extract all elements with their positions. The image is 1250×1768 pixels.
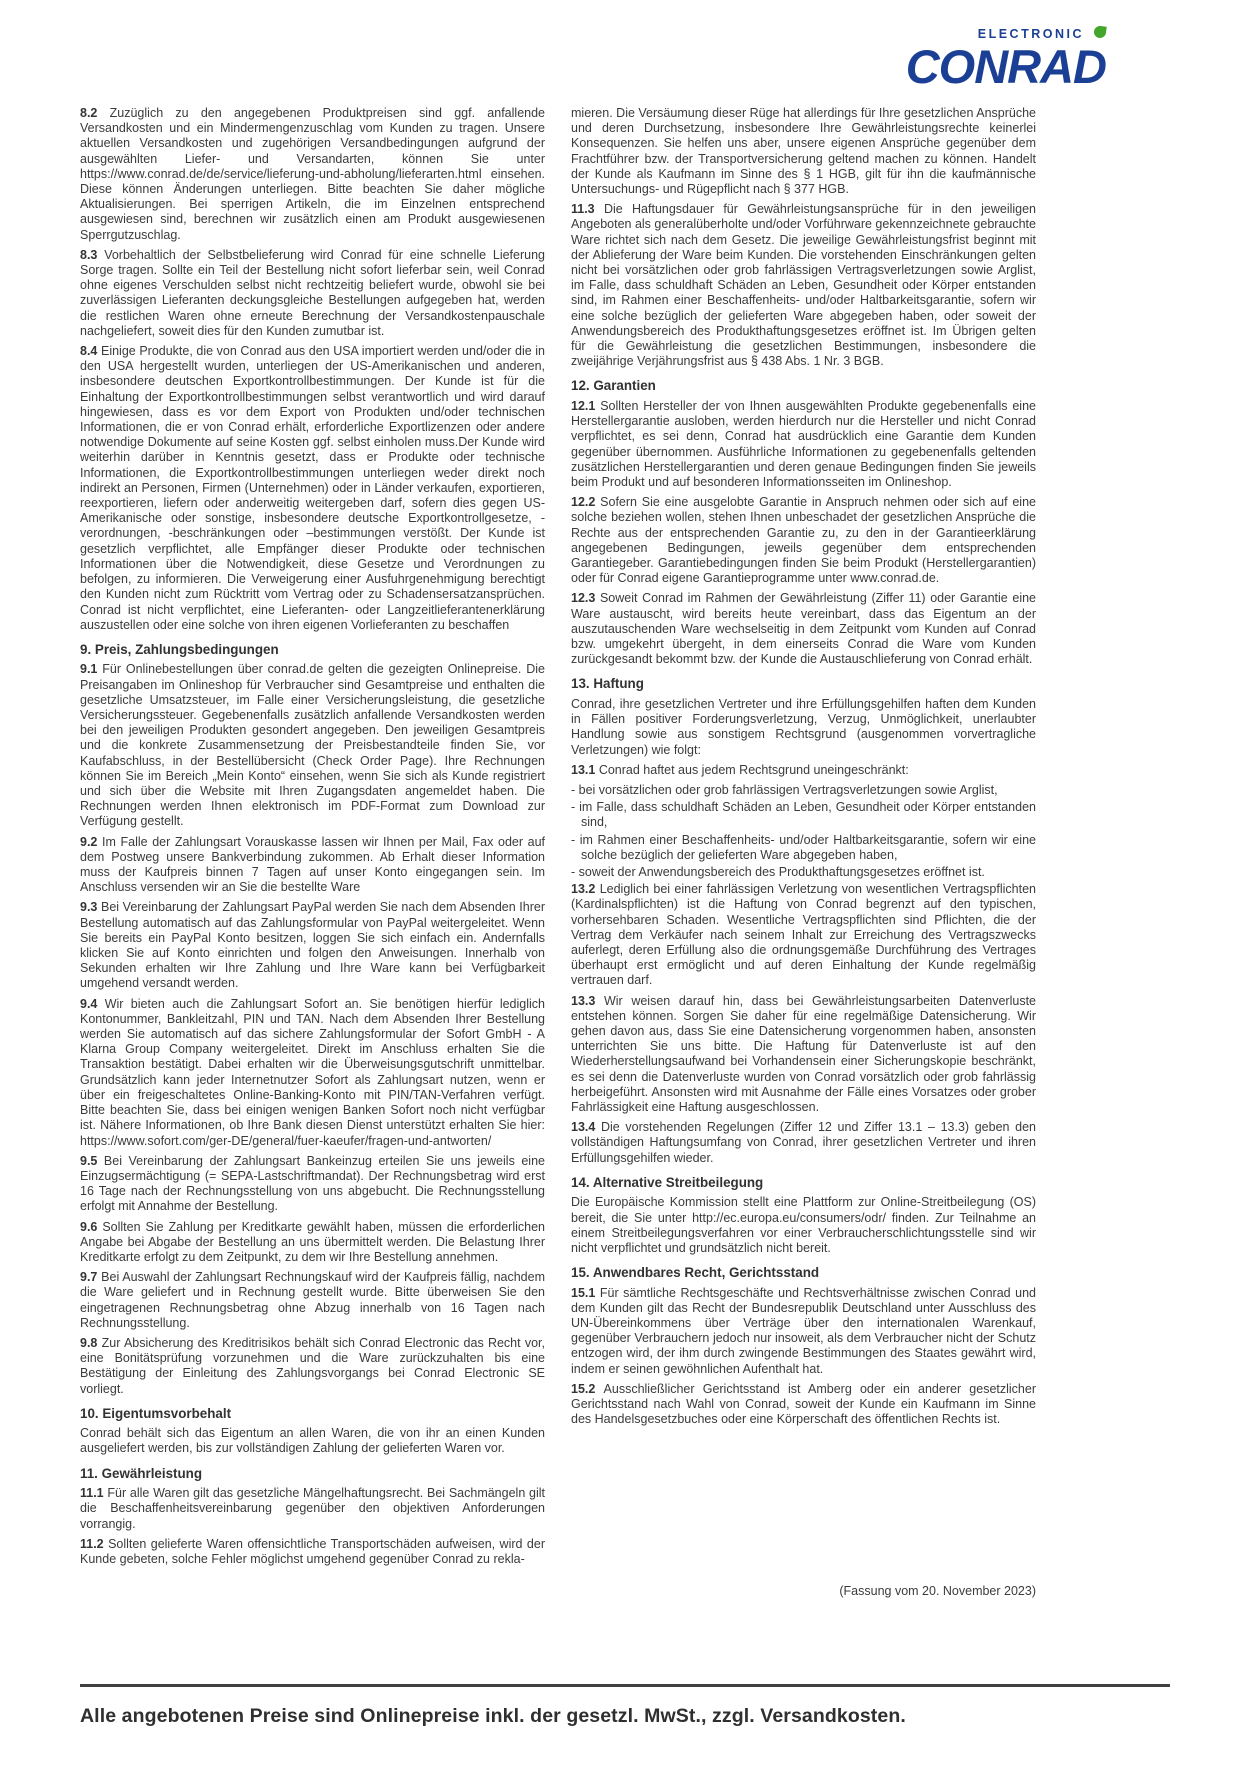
page-header	[80, 0, 1170, 106]
clause-paragraph: 13.2 Lediglich bei einer fahrlässigen Verletzung von wesentlichen Vertragspflichten (Kardinalspflichten) ist die Haftung von Conrad begrenzt auf den typischen, vorhersehbaren Schaden. Wesentliche Vertragspflichten sind Pflichten, die der Vertrag dem Verkäufer nach seinem Inhalt zur Erreichung des Vertragszwecks auferlegt, deren Erfüllung also die ordnungsgemäße Durchführung des Vertrages überhaupt erst ermöglicht und auf deren Einhaltung der Kunde regelmäßig vertrauen darf.	[571, 882, 1036, 988]
clause-paragraph: 11.1 Für alle Waren gilt das gesetzliche Mängelhaftungsrecht. Bei Sachmängeln gilt die Beschaffenheitsvereinbarung gegenüber den objektiven Anforderungen vorrangig.	[80, 1486, 545, 1531]
clause-paragraph: 15.1 Für sämtliche Rechtsgeschäfte und Rechtsverhältnisse zwischen Conrad und dem Kunden gilt das Recht der Bundesrepublik Deutschland unter Ausschluss des UN-Übereinkommens über Verträge über den internationalen Warenkauf, gegenüber Verbrauchern jedoch nur insoweit, als dem Verbraucher nicht der Schutz entzogen wird, der ihm durch zwingende Bestimmungen des Staates gewährt wird, indem er seinen gewöhnlichen Aufenthalt hat.	[571, 1285, 1036, 1376]
clause-paragraph: 8.3 Vorbehaltlich der Selbstbelieferung wird Conrad für eine schnelle Lieferung Sorge tragen. Sollte ein Teil der Bestellung nicht sofort lieferbar sein, weil Conrad ohne eigenes Verschulden selbst nicht rechtzeitig beliefert wurde, obwohl sie bei zuverlässigen Lieferanten deckungsgleiche Bestellungen aufgegeben hat, werden die restlichen Waren ohne erneute Berechnung der Versandkostenpauschale nachgeliefert, soweit dies für den Kunden zumutbar ist.	[80, 247, 545, 338]
clause-paragraph: 9.8 Zur Absicherung des Kreditrisikos behält sich Conrad Electronic das Recht vor, eine Bonitätsprüfung vorzunehmen und die Ware zurückzuhalten bis eine Bestätigung der Einleitung des Zahlungsvorgangs bei Conrad Electronic SE vorliegt.	[80, 1335, 545, 1396]
clause-number: 12.3	[571, 591, 596, 606]
section-heading: 12. Garantien	[571, 378, 656, 394]
clause-paragraph: 9.6 Sollten Sie Zahlung per Kreditkarte gewählt haben, müssen die erforderlichen Angabe bei Abgabe der Bestellung an uns übermittelt werden. Die Belastung Ihrer Kreditkarte erfolgt zu dem Zeitpunkt, zu dem wir Ihre Bestellung annehmen.	[80, 1219, 545, 1264]
clause-number: 9.2	[80, 834, 98, 849]
clause-paragraph: 12.1 Sollten Hersteller der von Ihnen ausgewählten Produkte gegebenenfalls eine Herstellergarantie ausloben, werden hierdurch nur die Hersteller und nicht Conrad verpflichtet, es sei denn, Conrad hat ausdrücklich eine Garantie dem Kunden gegenüber übernommen. Ausführliche Informationen zu gegebenenfalls geltenden zusätzlichen Herstellergarantien und deren genaue Bedingungen finden Sie jeweils beim Produkt und auf besonderen Informationsseiten im Onlineshop.	[571, 398, 1036, 489]
section-heading: 11. Gewährleistung	[80, 1465, 203, 1481]
clause-number: 9.4	[80, 996, 98, 1011]
clause-paragraph: 13.4 Die vorstehenden Regelungen (Ziffer 12 und Ziffer 13.1 – 13.3) geben den vollständigen Haftungsumfang von Conrad, ihrer gesetzlichen Vertreter und ihren Erfüllungsgehilfen wieder.	[571, 1120, 1036, 1165]
column-right	[571, 106, 1036, 1572]
clause-paragraph: 9.3 Bei Vereinbarung der Zahlungsart PayPal werden Sie nach dem Absenden Ihrer Bestellung automatisch auf das Zahlungsformular von PayPal weitergeleitet. Wenn Sie bereits ein PayPal Konto besitzen, loggen Sie sich einfach ein. Andernfalls klicken Sie auf Konto einrichten und folgen den Anweisungen. Innerhalb von Sekunden erhalten wir Ihre Zahlung und Ihre Ware kann bei Verfügbarkeit umgehend versandt werden.	[80, 900, 545, 991]
clause-number: 9.7	[80, 1270, 98, 1285]
clause-paragraph: 8.2 Zuzüglich zu den angegebenen Produktpreisen sind ggf. anfallende Versandkosten und ein Mindermengenzuschlag vom Kunden zu tragen. Unsere aktuellen Versandkosten und zugehörigen Versandbedingungen aufgrund der ausgewählten Liefer- und Versandarten, können Sie unter https://www.conrad.de/de/service/lieferung-und-abholung/lieferarten.html einsehen. Diese können Änderungen unterliegen. Bitte beachten Sie daher mögliche Aktualisierungen. Bei sperrigen Artikeln, die im Einzelnen entsprechend ausgewiesen sind, berechnen wir zusätzlich einen am Produkt ausgewiesenen Sperrgutzuschlag.	[80, 106, 545, 242]
terms-columns	[80, 106, 1036, 1572]
clause-number: 11.1	[80, 1486, 104, 1501]
conrad-logo	[906, 26, 1106, 106]
section-heading: 14. Alternative Streitbeilegung	[571, 1174, 764, 1190]
clause-number: 8.2	[80, 106, 98, 120]
clause-paragraph: 9.7 Bei Auswahl der Zahlungsart Rechnungskauf wird der Kaufpreis fällig, nachdem die Ware geliefert und in Rechnung gestellt wurde. Bitte überweisen Sie den eingetragenen Rechnungsbetrag ohne Abzug innerhalb von 16 Tagen nach Rechnungsstellung.	[80, 1270, 545, 1330]
footer-block	[80, 1684, 1170, 1728]
footer-price-note: Alle angebotenen Preise sind Onlinepreise inkl. der gesetzl. MwSt., zzgl. Versandkosten.	[80, 1705, 906, 1727]
leaf-icon	[1093, 25, 1107, 39]
clause-paragraph: 12.2 Sofern Sie eine ausgelobte Garantie in Anspruch nehmen oder sich auf eine solche beziehen wollen, stehen Ihnen unbeschadet der gesetzlichen Ansprüche die Rechte aus der entsprechenden Garantie zu, zu den in der Garantieerklärung angegebenen Bedingungen, jeweils gegenüber dem entsprechenden Garantiegeber. Garantiebedingungen finden Sie beim Produkt (Herstellergarantien) oder für Conrad eigene Garantieprogramme unter www.conrad.de.	[571, 495, 1036, 586]
list-dash-item: - soweit der Anwendungsbereich des Produkthaftungsgesetzes eröffnet ist.	[571, 864, 985, 879]
section-heading: 13. Haftung	[571, 676, 644, 692]
clause-paragraph: 9.1 Für Onlinebestellungen über conrad.de gelten die gezeigten Onlinepreise. Die Preisangaben im Onlineshop für Verbraucher sind Gesamtpreise und enthalten die gesetzliche Umsatzsteuer, im Falle einer Versicherungsleistung, die gesetzliche Versicherungssteuer. Gegebenenfalls zusätzlich anfallende Versandkosten werden bei den jeweiligen Produkten gesondert angegeben. Den jeweiligen Gesamtpreis und die konkrete Zusammensetzung der Preisbestandteile finden Sie, vor Kaufabschluss, in der Bestellübersicht (Check Order Page). Ihre Rechnungen können Sie im Bereich „Mein Konto“ einsehen, wenn Sie sich als Kunde registriert und sich über die Website mit Ihren Zugangsdaten angemeldet haben. Die Rechnungen werden Ihnen elektronisch im PDF-Format zum Download zur Verfügung gestellt.	[80, 662, 545, 829]
clause-number: 9.5	[80, 1153, 98, 1168]
clause-number: 9.1	[80, 662, 98, 677]
clause-number: 9.8	[80, 1335, 98, 1350]
clause-paragraph: 9.4 Wir bieten auch die Zahlungsart Sofort an. Sie benötigen hierfür lediglich Kontonummer, Bankleitzahl, PIN und TAN. Nach dem Absenden Ihrer Bestellung werden Sie automatisch auf das sichere Zahlungsformular der Sofort GmbH - A Klarna Group Company weitergeleitet. Direkt im Anschluss erhalten Sie die Transaktion bestätigt. Dabei erhalten wir die Überweisungsgutschrift unmittelbar. Grundsätzlich kann jeder Internetnutzer Sofort als Zahlungsart nutzen, wenn er über ein freigeschaltetes Online-Banking-Konto mit PIN/TAN-Verfahren verfügt. Bitte beachten Sie, dass bei einigen wenigen Banken Sofort noch nicht verfügbar ist. Nähere Informationen, ob Ihre Bank diesen Dienst unterstützt erhalten Sie hier: https://www.sofort.com/ger-DE/general/fuer-kaeufer/fragen-und-antworten/	[80, 996, 545, 1148]
body-paragraph: Conrad behält sich das Eigentum an allen Waren, die von ihr an einen Kunden ausgeliefert werden, bis zur vollständigen Zahlung der gelieferten Waren vor.	[80, 1426, 545, 1456]
logo-wordmark: CONRAD	[905, 40, 1106, 93]
clause-paragraph: 13.3 Wir weisen darauf hin, dass bei Gewährleistungsarbeiten Datenverluste entstehen können. Sorgen Sie daher für eine regelmäßige Datensicherung. Wir gehen davon aus, dass Sie eine Datensicherung vorgenommen haben, ansonsten unterrichten Sie uns bitte. Die Haftung für Datenverluste ist auf den Wiederherstellungsaufwand bei Vorhandensein einer Sicherungskopie beschränkt, es sei denn die Datenverluste wurden von Conrad vorsätzlich oder grob fahrlässig herbeigeführt. Ansonsten wird mit Ausnahme der Fälle eines Vorsatzes oder grober Fahrlässigkeit eine Haftung ausgeschlossen.	[571, 993, 1036, 1114]
clause-number: 11.2	[80, 1536, 104, 1551]
list-dash-item: - bei vorsätzlichen oder grob fahrlässigen Vertragsverletzungen sowie Arglist,	[571, 782, 998, 797]
clause-paragraph: 12.3 Soweit Conrad im Rahmen der Gewährleistung (Ziffer 11) oder Garantie eine Ware austauscht, wird bereits heute vereinbart, dass das Eigentum an der auszutauschenden Ware wechselseitig in dem Zeitpunkt vom Kunden auf Conrad bzw. umgekehrt übergeht, in dem einerseits Conrad die Ware vom Kunden zurückgesandt bekommt bzw. der Kunde die Austauschlieferung von Conrad erhält.	[571, 591, 1036, 667]
clause-paragraph: 9.5 Bei Vereinbarung der Zahlungsart Bankeinzug erteilen Sie uns jeweils eine Einzugsermächtigung (= SEPA-Lastschriftmandat). Der Rechnungsbetrag wird erst 16 Tage nach der Rechnungsstellung von uns abgebucht. Die Rechnungsstellung erfolgt mit Annahme der Bestellung.	[80, 1153, 545, 1214]
clause-number: 9.3	[80, 900, 98, 915]
clause-paragraph: 11.2 Sollten gelieferte Waren offensichtliche Transportschäden aufweisen, wird der Kunde gebeten, solche Fehler möglichst umgehend gegenüber Conrad zu rekla-	[80, 1536, 545, 1566]
clause-number: 13.4	[571, 1120, 596, 1135]
list-dash-item: - im Rahmen einer Beschaffenheits- und/oder Haltbarkeitsgarantie, sofern wir eine solche bezüglich der gelieferten Ware abgegeben haben,	[571, 832, 1036, 862]
section-heading: 15. Anwendbares Recht, Gerichtsstand	[571, 1265, 820, 1281]
clause-number: 15.1	[571, 1285, 596, 1300]
clause-number: 12.2	[571, 495, 596, 510]
logo-top-row	[978, 26, 1106, 41]
clause-paragraph: 15.2 Ausschließlicher Gerichtsstand ist Amberg oder ein anderer gesetzlicher Gerichtsstand nach Wahl von Conrad, soweit der Kunde ein Kaufmann im Sinne des Handelsgesetzbuches oder eine Körperschaft des öffentlichen Rechts ist.	[571, 1381, 1036, 1427]
body-paragraph: Die Europäische Kommission stellt eine Plattform zur Online-Streitbeilegung (OS) bereit, die Sie unter http://ec.europa.eu/consumers/odr/ finden. Zur Teilnahme an einem Streitbeilegungsverfahren vor einer Verbraucherschlichtungsstelle sind wir nicht verpflichtet und grundsätzlich nicht bereit.	[571, 1195, 1036, 1255]
clause-number: 9.6	[80, 1219, 98, 1234]
version-note: (Fassung vom 20. November 2023)	[839, 1584, 1036, 1599]
column-left	[80, 106, 545, 1572]
clause-number: 13.3	[571, 993, 596, 1008]
clause-number: 15.2	[571, 1381, 596, 1396]
logo-tagline: ELECTRONIC	[977, 27, 1084, 41]
clause-paragraph: 8.4 Einige Produkte, die von Conrad aus den USA importiert werden und/oder die in den USA hergestellt wurden, unterliegen der US-Amerikanischen und anderen, insbesondere deutschen Exportkontrollbestimmungen. Der Kunde ist für die Einhaltung der Exportkontrollbestimmungen selbst verantwortlich und wird darauf hingewiesen, dass es vor dem Export von Produkten und/oder technischen Informationen, die er von Conrad erhält, erforderliche Exportlizenzen oder andere notwendige Dokumente auf seine Kosten ggf. selbst einholen muss.Der Kunde wird weiterhin darüber in Kenntnis gesetzt, dass er Produkte oder technische Informationen, die Exportkontrollbestimmungen unterliegen weder direkt noch indirekt an Personen, Firmen (Unternehmen) oder in Länder verkaufen, exportieren, reexportieren, liefern oder anderweitig weitergeben darf, sofern dies gegen US-Amerikanische oder sonstige, insbesondere deutsche Exportkontrollgesetze, -verordnungen, -beschränkungen oder –bestimmungen verstößt. Der Kunde ist gesetzlich verpflichtet, alle Empfänger dieser Produkte oder technischen Informationen über die Notwendigkeit, diese Gesetze und Verordnungen zu befolgen, zu informieren. Die Verweigerung einer Ausfuhrgenehmigung berechtigt den Kunden nicht zum Rücktritt vom Vertrag oder zu Schadensersatzansprüchen. Conrad ist nicht verpflichtet, eine Lieferanten- oder Langzeitlieferantenerklärung auszustellen oder eine solche von ihren eigenen Vorlieferanten zu beschaffen	[80, 344, 545, 632]
section-heading: 10. Eigentumsvorbehalt	[80, 1405, 232, 1421]
clause-number: 12.1	[571, 398, 596, 413]
clause-paragraph: 13.1 Conrad haftet aus jedem Rechtsgrund uneingeschränkt:	[571, 762, 909, 777]
clause-number: 11.3	[571, 202, 595, 217]
clause-paragraph: 9.2 Im Falle der Zahlungsart Vorauskasse lassen wir Ihnen per Mail, Fax oder auf dem Postweg unsere Bankverbindung zukommen. Ab Erhalt dieser Information muss der Kaufpreis binnen 7 Tagen auf unser Konto eingegangen sein. Im Anschluss versenden wir an Sie die bestellte Ware	[80, 834, 545, 895]
clause-number: 13.2	[571, 882, 596, 897]
footer-divider	[80, 1684, 1170, 1687]
clause-number: 8.3	[80, 247, 98, 262]
body-paragraph: mieren. Die Versäumung dieser Rüge hat allerdings für Ihre gesetzlichen Ansprüche und deren Durchsetzung, insbesondere Ihre Gewährleistungsrechte keinerlei Konsequenzen. Sie helfen uns aber, unsere eigenen Ansprüche gegenüber dem Frachtführer bzw. der Transportversicherung geltend machen zu können. Handelt der Kunde als Kaufmann im Sinne des § 1 HGB, gilt für ihn die kaufmännische Untersuchungs- und Rügepflicht nach § 377 HGB.	[571, 106, 1036, 197]
list-dash-item: - im Falle, dass schuldhaft Schäden an Leben, Gesundheit oder Körper entstanden sind,	[571, 800, 1036, 830]
body-paragraph: Conrad, ihre gesetzlichen Vertreter und ihre Erfüllungsgehilfen haften dem Kunden in Fällen positiver Forderungsverletzung, Verzug, Unmöglichkeit, unerlaubter Handlung sowie aus sonstigem Rechtsgrund (ausgenommen vorvertragliche Verletzungen) wie folgt:	[571, 696, 1036, 757]
clause-number: 8.4	[80, 344, 98, 359]
section-heading: 9. Preis, Zahlungsbedingungen	[80, 641, 279, 657]
clause-number: 13.1	[571, 762, 596, 777]
clause-paragraph: 11.3 Die Haftungsdauer für Gewährleistungsansprüche für in den jeweiligen Angeboten als generalüberholte und/oder Vorführware gekennzeichnete gebrauchte Ware richtet sich nach dem Gesetz. Die jeweilige Gewährleistungsfrist beginnt mit der Ablieferung der Ware beim Kunden. Die vorstehenden Einschränkungen gelten nicht bei vorsätzlichen oder grob fahrlässigen Vertragsverletzungen sowie Arglist, im Falle, dass schuldhaft Schäden an Leben, Gesundheit oder Körper entstanden sind, im Rahmen einer Beschaffenheits- und/oder Haltbarkeitsgarantie, sofern wir eine solche bezüglich der gelieferten Ware abgegeben haben, oder soweit der Anwendungsbereich des Produkthaftungsgesetzes eröffnet ist. Im Übrigen gelten für die Gewährleistung die gesetzlichen Bestimmungen, insbesondere die zweijährige Verjährungsfrist aus § 438 Abs. 1 Nr. 3 BGB.	[571, 202, 1036, 369]
